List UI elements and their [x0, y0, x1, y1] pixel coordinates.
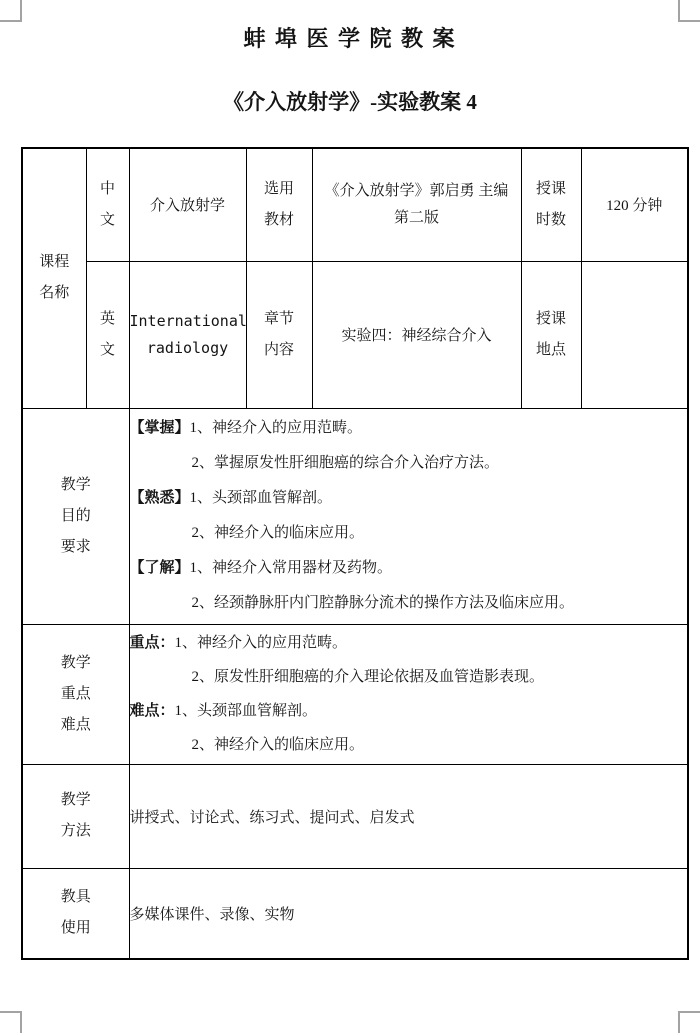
- objectives-label-cell: [22, 408, 129, 624]
- course-name-en: International radiology: [129, 311, 247, 357]
- objective-line: [130, 586, 688, 621]
- objective-text: 2、经颈静脉肝内门腔静脉分流术的操作方法及临床应用。: [191, 595, 575, 611]
- methods-value: 讲授式、讨论式、练习式、提问式、启发式: [129, 809, 415, 826]
- keypoint-line: [130, 728, 688, 762]
- objective-line: [130, 481, 688, 516]
- methods-label-cell: [22, 764, 129, 868]
- lang-cn-label: 中 文: [99, 180, 115, 228]
- hours-label: 授课 时数: [535, 180, 566, 228]
- keypoints-label: 教学 重点 难点: [60, 654, 91, 733]
- material-label: 选用 教材: [263, 180, 294, 228]
- keypoint-prefix: 重点：: [129, 635, 175, 651]
- objective-text: 1、头颈部血管解剖。: [189, 490, 333, 506]
- keypoint-text: 2、原发性肝细胞癌的介入理论依据及血管造影表现。: [191, 669, 545, 685]
- lang-en-label: 英 文: [99, 310, 115, 358]
- objective-prefix: 【掌握】: [129, 420, 190, 436]
- keypoint-text: 1、神经介入的应用范畴。: [174, 635, 348, 651]
- chapter-label-cell: [246, 261, 312, 408]
- methods-value-cell: [129, 764, 688, 868]
- objective-line: [130, 411, 688, 446]
- objective-text: 2、掌握原发性肝细胞癌的综合介入治疗方法。: [191, 455, 500, 471]
- lesson-plan-table: [21, 147, 689, 960]
- objective-prefix: 【了解】: [129, 560, 190, 576]
- crop-mark-bottom-right: [678, 1011, 700, 1033]
- course-name-cn-cell: [129, 148, 246, 261]
- aids-value-cell: [129, 868, 688, 959]
- aids-value: 多媒体课件、录像、实物: [129, 906, 295, 923]
- hours-value-cell: [581, 148, 688, 261]
- crop-mark-top-right: [678, 0, 700, 22]
- objective-prefix: 【熟悉】: [129, 490, 190, 506]
- lang-en-label-cell: [86, 261, 129, 408]
- course-name-label: 课程 名称: [39, 254, 70, 302]
- crop-mark-top-left: [0, 0, 22, 22]
- objective-text: 1、神经介入常用器材及药物。: [189, 560, 393, 576]
- objective-text: 1、神经介入的应用范畴。: [189, 420, 363, 436]
- material-label-cell: [246, 148, 312, 261]
- course-name-label-cell: [22, 148, 86, 408]
- location-label-cell: [521, 261, 581, 408]
- keypoint-text: 2、神经介入的临床应用。: [191, 737, 365, 753]
- objectives-content-cell: [129, 408, 688, 624]
- keypoint-line: [130, 660, 688, 694]
- keypoints-label-cell: [22, 624, 129, 764]
- keypoint-line: [130, 626, 688, 660]
- location-label: 授课 地点: [535, 310, 566, 358]
- keypoint-line: [130, 694, 688, 728]
- aids-label: 教具 使用: [60, 889, 91, 937]
- keypoints-content-cell: [129, 624, 688, 764]
- course-name-cn: 介入放射学: [149, 198, 225, 215]
- objective-line: [130, 551, 688, 586]
- page-subtitle: 《介入放射学》-实验教案 4: [223, 90, 477, 114]
- objective-line: [130, 446, 688, 481]
- methods-label: 教学 方法: [60, 792, 91, 839]
- material-value: 《介入放射学》郭启勇 主编 第二版: [324, 182, 509, 226]
- location-value-cell: [581, 261, 688, 408]
- hours-value: 120 分钟: [606, 198, 663, 215]
- keypoint-prefix: 难点：: [129, 703, 175, 719]
- lang-cn-label-cell: [86, 148, 129, 261]
- keypoint-text: 1、头颈部血管解剖。: [174, 703, 318, 719]
- chapter-value: 实验四：神经综合介入: [341, 328, 492, 344]
- page-title: 蚌 埠 医 学 院 教 案: [243, 26, 457, 51]
- aids-label-cell: [22, 868, 129, 959]
- crop-mark-bottom-left: [0, 1011, 22, 1033]
- material-value-cell: [312, 148, 521, 261]
- course-name-en-cell: [129, 261, 246, 408]
- hours-label-cell: [521, 148, 581, 261]
- objectives-label: 教学 目的 要求: [60, 476, 91, 555]
- chapter-label: 章节 内容: [263, 310, 294, 358]
- chapter-value-cell: [312, 261, 521, 408]
- objective-text: 2、神经介入的临床应用。: [191, 525, 365, 541]
- objective-line: [130, 516, 688, 551]
